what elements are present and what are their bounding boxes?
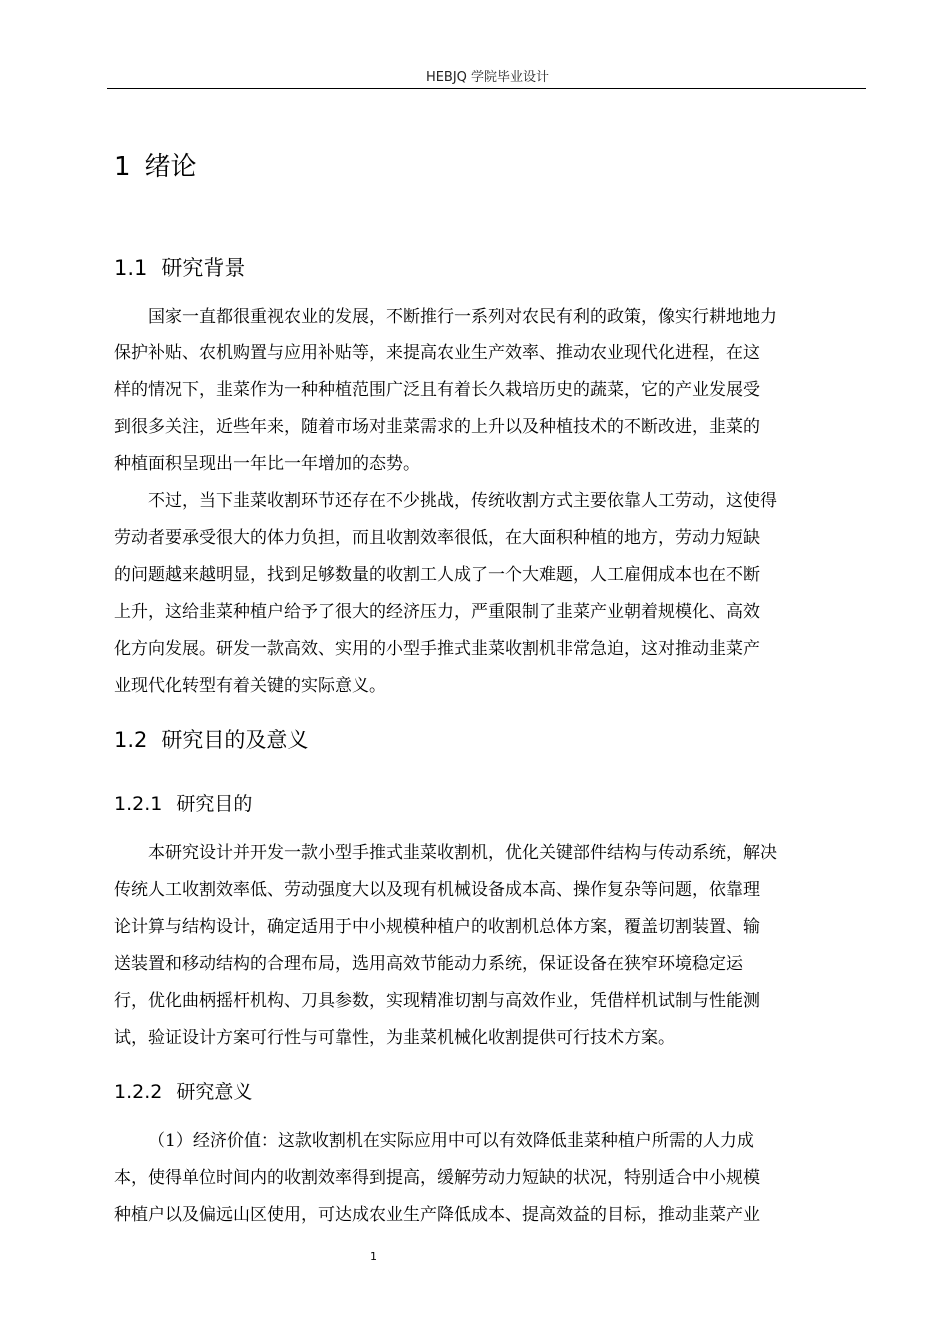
section-heading-1-1 bbox=[114, 252, 245, 282]
subsection-title: 研究意义 bbox=[176, 1081, 253, 1103]
header-rule bbox=[107, 88, 866, 89]
section-title: 研究目的及意义 bbox=[161, 728, 309, 752]
chapter-heading bbox=[114, 146, 197, 183]
section-number: 1.1 bbox=[114, 256, 148, 280]
section-number: 1.2 bbox=[114, 728, 148, 752]
text-line: 业现代化转型有着关键的实际意义。 bbox=[114, 676, 386, 696]
text-line: 保护补贴、农机购置与应用补贴等，来提高农业生产效率、推动农业现代化进程，在这 bbox=[114, 343, 760, 363]
subsection-number: 1.2.1 bbox=[114, 793, 163, 815]
subsection-heading-1-2-2 bbox=[114, 1077, 252, 1104]
text-line: 试，验证设计方案可行性与可靠性，为韭菜机械化收割提供可行技术方案。 bbox=[114, 1028, 675, 1048]
text-line: 不过，当下韭菜收割环节还存在不少挑战，传统收割方式主要依靠人工劳动，这使得 bbox=[148, 491, 777, 511]
text-line: （1）经济价值：这款收割机在实际应用中可以有效降低韭菜种植户所需的人力成 bbox=[148, 1131, 754, 1151]
page-header-title: HEBJQ 学院毕业设计 bbox=[425, 70, 550, 85]
text-line: 劳动者要承受很大的体力负担，而且收割效率很低，在大面积种植的地方，劳动力短缺 bbox=[114, 528, 760, 548]
subsection-number: 1.2.2 bbox=[114, 1081, 163, 1103]
text-line: 传统人工收割效率低、劳动强度大以及现有机械设备成本高、操作复杂等问题，依靠理 bbox=[114, 880, 760, 900]
page-number: 1 bbox=[370, 1250, 377, 1263]
text-line: 化方向发展。研发一款高效、实用的小型手推式韭菜收割机非常急迫，这对推动韭菜产 bbox=[114, 639, 760, 659]
chapter-title: 绪论 bbox=[144, 152, 197, 182]
subsection-heading-1-2-1 bbox=[114, 789, 252, 816]
section-title: 研究背景 bbox=[161, 256, 246, 280]
text-line: 行，优化曲柄摇杆机构、刀具参数，实现精准切割与高效作业，凭借样机试制与性能测 bbox=[114, 991, 760, 1011]
text-line: 种植面积呈现出一年比一年增加的态势。 bbox=[114, 454, 420, 474]
section-heading-1-2 bbox=[114, 724, 308, 754]
text-line: 上升，这给韭菜种植户给予了很大的经济压力，严重限制了韭菜产业朝着规模化、高效 bbox=[114, 602, 760, 622]
chapter-number: 1 bbox=[114, 152, 131, 182]
text-line: 送装置和移动结构的合理布局，选用高效节能动力系统，保证设备在狭窄环境稳定运 bbox=[114, 954, 743, 974]
text-line: 的问题越来越明显，找到足够数量的收割工人成了一个大难题，人工雇佣成本也在不断 bbox=[114, 565, 760, 585]
text-line: 本研究设计并开发一款小型手推式韭菜收割机，优化关键部件结构与传动系统，解决 bbox=[148, 843, 777, 863]
text-line: 本，使得单位时间内的收割效率得到提高，缓解劳动力短缺的状况，特别适合中小规模 bbox=[114, 1168, 760, 1188]
text-line: 论计算与结构设计，确定适用于中小规模种植户的收割机总体方案，覆盖切割装置、输 bbox=[114, 917, 760, 937]
text-line: 到很多关注，近些年来，随着市场对韭菜需求的上升以及种植技术的不断改进，韭菜的 bbox=[114, 417, 760, 437]
text-line: 样的情况下，韭菜作为一种种植范围广泛且有着长久栽培历史的蔬菜，它的产业发展受 bbox=[114, 380, 760, 400]
text-line: 种植户以及偏远山区使用，可达成农业生产降低成本、提高效益的目标，推动韭菜产业 bbox=[114, 1205, 760, 1225]
text-line: 国家一直都很重视农业的发展，不断推行一系列对农民有利的政策，像实行耕地地力 bbox=[148, 307, 777, 327]
subsection-title: 研究目的 bbox=[176, 793, 253, 815]
